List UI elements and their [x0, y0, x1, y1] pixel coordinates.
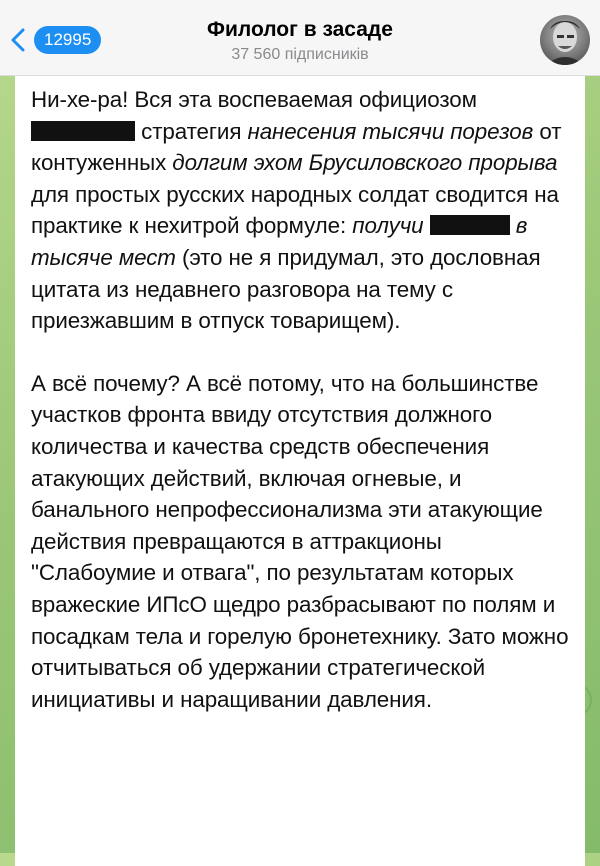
- text-segment: Ни-хе-ра! Вся эта воспеваемая официозом: [31, 87, 477, 112]
- text-segment: для простых русских народных солдат сводится на практике к нехитрой формуле:: [31, 181, 559, 239]
- text-segment: (это не я придумал, это дословная цитата из недавнего разговора на тему с приезжавшим в отпуск товарищем).: [31, 244, 541, 334]
- message-paragraph-2: А всё почему? А всё потому, что на большинстве участков фронта ввиду отсутствия должного количества и качества средств обеспечения атакующих действий, включая огневые, и банального непрофессионализма эти атакующие действия превращаются в аттракционы "Слабоумие и отвага", по результатам которых вражеские ИПсО щедро разбрасывают по полям и посадкам тела и горелую бронетехнику. Зато можно отчитываться об удержании стратегической инициативы и наращивании давления.: [31, 370, 569, 712]
- text-segment: от контуженных: [31, 118, 562, 176]
- unread-count-badge: 12995: [34, 26, 101, 54]
- channel-avatar[interactable]: [540, 15, 590, 65]
- avatar-portrait-icon: [540, 15, 590, 65]
- subscriber-count: 37 560 підписників: [231, 46, 369, 63]
- italic-segment: получи: [352, 213, 430, 239]
- chat-header: [0, 0, 600, 76]
- message-bubble: [15, 76, 585, 866]
- italic-segment: долгим эхом Брусиловского прорыва: [172, 150, 558, 176]
- channel-title[interactable]: Филолог в засаде: [207, 18, 393, 41]
- italic-segment: в тысяче мест: [31, 213, 528, 270]
- redaction-bar: [430, 215, 510, 235]
- italic-segment: нанесения тысячи порезов: [247, 118, 534, 144]
- text-segment: стратегия: [135, 118, 248, 144]
- redaction-bar: [31, 121, 135, 141]
- message-paragraph-1: [31, 84, 572, 337]
